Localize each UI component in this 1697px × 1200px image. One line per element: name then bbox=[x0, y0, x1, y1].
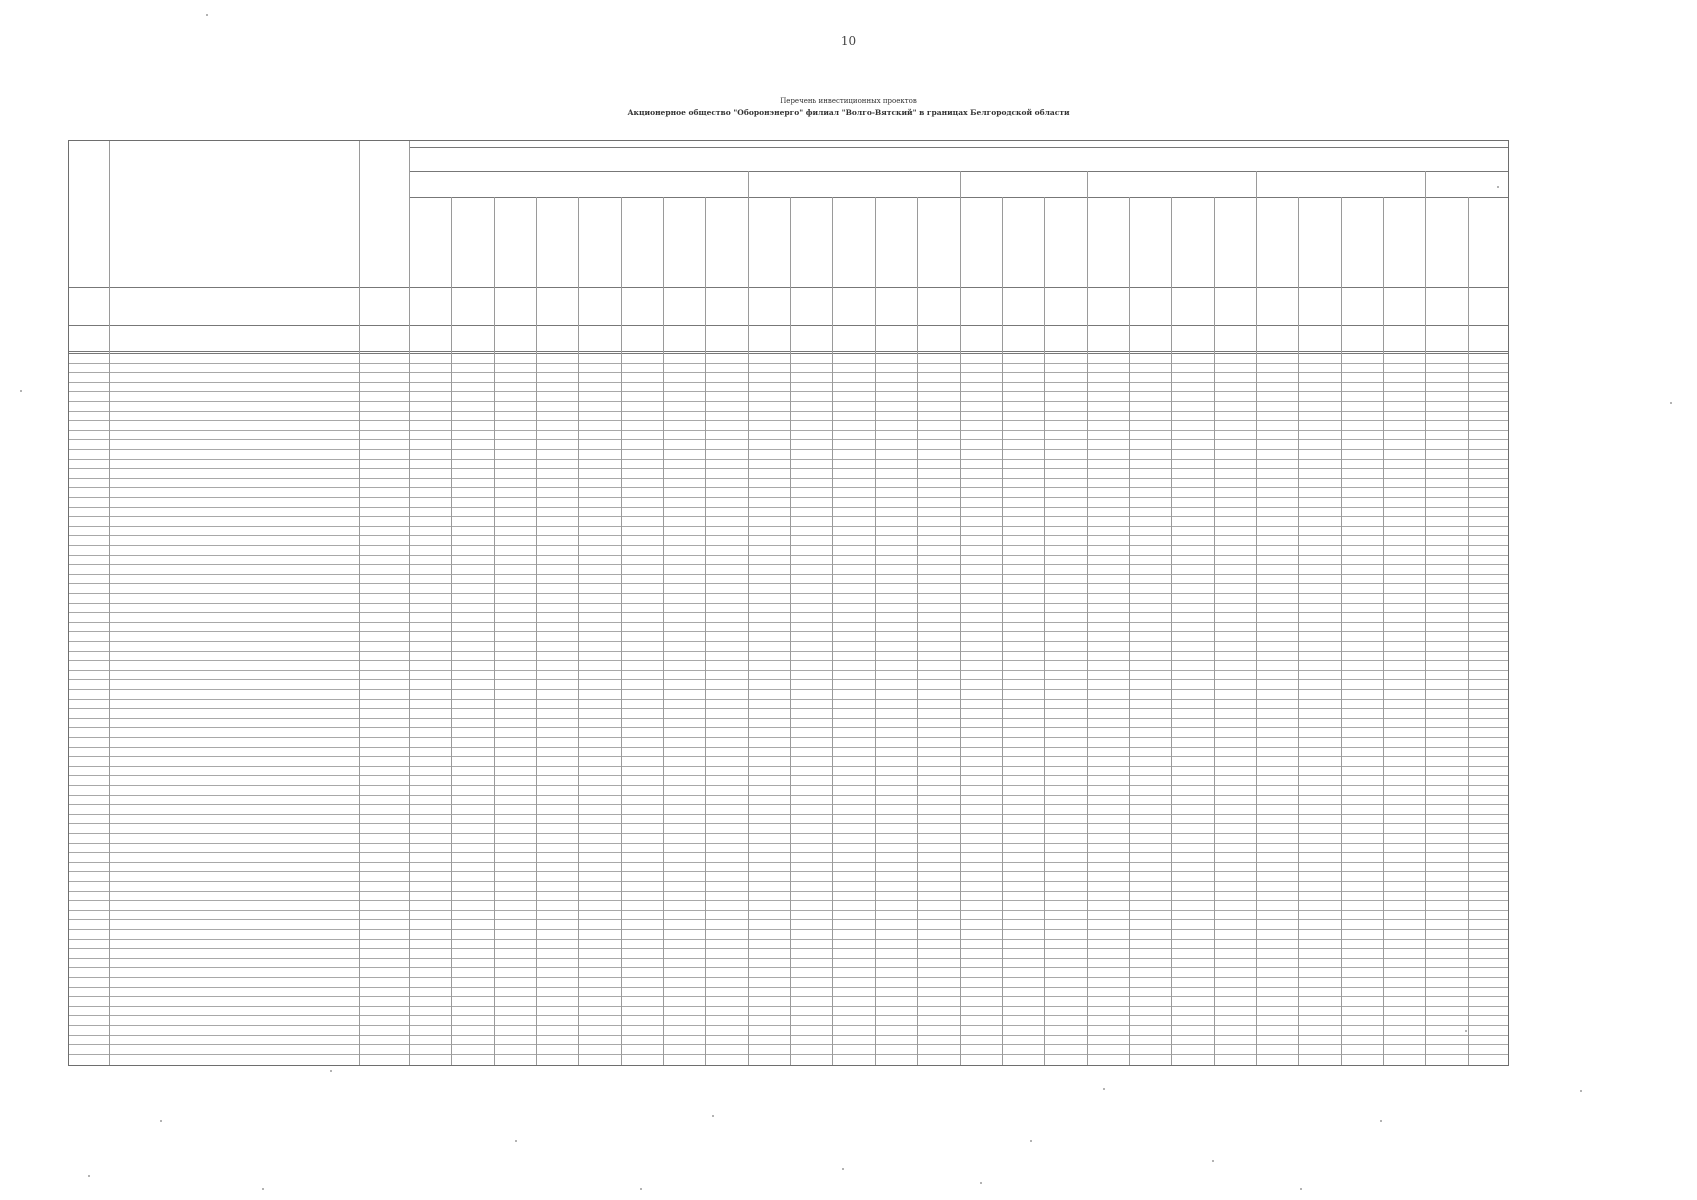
table-column-rule bbox=[705, 197, 706, 1066]
table-row-rule bbox=[69, 977, 1509, 978]
table-row-rule bbox=[69, 468, 1509, 469]
page-number: 10 bbox=[840, 34, 857, 48]
table-row-rule bbox=[69, 1044, 1509, 1045]
table-row-rule bbox=[69, 507, 1509, 508]
table-column-rule bbox=[1087, 197, 1088, 1066]
table-column-rule bbox=[1298, 197, 1299, 1066]
table-row-rule bbox=[69, 987, 1509, 988]
table-row-rule bbox=[69, 449, 1509, 450]
table-column-rule bbox=[917, 197, 918, 1066]
table-row-rule bbox=[69, 833, 1509, 834]
table-group-rule bbox=[1425, 171, 1426, 197]
scan-speck bbox=[1580, 1090, 1582, 1092]
table-row-rule bbox=[69, 526, 1509, 527]
table-column-rule bbox=[536, 197, 537, 1066]
table-row-rule bbox=[69, 1015, 1509, 1016]
table-row-rule bbox=[69, 852, 1509, 853]
table-column-rule bbox=[960, 197, 961, 1066]
table-column-rule bbox=[451, 197, 452, 1066]
scan-speck bbox=[160, 1120, 162, 1122]
table-row-rule bbox=[69, 651, 1509, 652]
table-header-rule bbox=[409, 147, 1509, 148]
table-column-rule bbox=[748, 197, 749, 1066]
scan-speck bbox=[515, 1140, 517, 1142]
table-row-rule bbox=[69, 679, 1509, 680]
table-column-rule bbox=[1129, 197, 1130, 1066]
title-line-1: Перечень инвестиционных проектов bbox=[780, 97, 917, 105]
table-row-rule bbox=[69, 593, 1509, 594]
table-column-rule bbox=[1383, 197, 1384, 1066]
table-row-rule bbox=[69, 516, 1509, 517]
table-row-rule bbox=[69, 555, 1509, 556]
table-row-rule bbox=[69, 411, 1509, 412]
scan-speck bbox=[262, 1188, 264, 1190]
table-row-rule bbox=[69, 795, 1509, 796]
table-row-rule bbox=[69, 660, 1509, 661]
table-row-rule bbox=[69, 631, 1509, 632]
scan-speck bbox=[842, 1168, 844, 1170]
investment-projects-table bbox=[68, 140, 1509, 1066]
table-column-rule bbox=[359, 141, 360, 1066]
table-column-rule bbox=[1256, 197, 1257, 1066]
table-row-rule bbox=[69, 372, 1509, 373]
table-row-rule bbox=[69, 948, 1509, 949]
table-row-rule bbox=[69, 689, 1509, 690]
table-column-rule bbox=[1468, 197, 1469, 1066]
table-row-rule bbox=[69, 996, 1509, 997]
table-row-rule bbox=[69, 814, 1509, 815]
table-row-rule bbox=[69, 804, 1509, 805]
table-row-rule bbox=[69, 1006, 1509, 1007]
scan-speck bbox=[1380, 1120, 1382, 1122]
table-row-rule bbox=[69, 737, 1509, 738]
scan-speck bbox=[206, 14, 208, 16]
table-row-rule bbox=[69, 1054, 1509, 1055]
table-column-rule bbox=[578, 197, 579, 1066]
scan-speck bbox=[88, 1175, 90, 1177]
table-column-rule bbox=[663, 197, 664, 1066]
table-row-rule bbox=[69, 401, 1509, 402]
table-row-rule bbox=[69, 641, 1509, 642]
title-line-2: Акционерное общество "Оборонэнерго" филиал "Волго-Вятский" в границах Белгородской области bbox=[627, 108, 1070, 117]
scan-speck bbox=[1497, 186, 1499, 188]
table-row-rule bbox=[69, 459, 1509, 460]
table-column-rule bbox=[109, 141, 110, 1066]
table-row-rule bbox=[69, 670, 1509, 671]
table-row-rule bbox=[69, 535, 1509, 536]
table-column-rule bbox=[1425, 197, 1426, 1066]
table-row-rule bbox=[69, 919, 1509, 920]
table-row-rule bbox=[69, 727, 1509, 728]
table-group-rule bbox=[1256, 171, 1257, 197]
scan-speck bbox=[712, 1115, 714, 1117]
scan-speck bbox=[1465, 1030, 1467, 1032]
table-column-rule bbox=[1002, 197, 1003, 1066]
table-column-rule bbox=[1341, 197, 1342, 1066]
table-row-rule bbox=[69, 775, 1509, 776]
table-row-rule bbox=[69, 756, 1509, 757]
table-row-rule bbox=[69, 583, 1509, 584]
table-header-rule bbox=[409, 197, 1509, 198]
table-row-rule bbox=[69, 823, 1509, 824]
table-row-rule bbox=[69, 910, 1509, 911]
scan-speck bbox=[1670, 402, 1672, 404]
table-row-rule bbox=[69, 766, 1509, 767]
table-column-rule bbox=[832, 197, 833, 1066]
table-header-rule bbox=[69, 351, 1509, 352]
table-row-rule bbox=[69, 891, 1509, 892]
table-column-rule bbox=[1044, 197, 1045, 1066]
table-row-rule bbox=[69, 785, 1509, 786]
table-row-rule bbox=[69, 564, 1509, 565]
scan-speck bbox=[1030, 1140, 1032, 1142]
table-row-rule bbox=[69, 363, 1509, 364]
table-group-rule bbox=[748, 171, 749, 197]
table-row-rule bbox=[69, 439, 1509, 440]
table-row-rule bbox=[69, 1025, 1509, 1026]
table-row-rule bbox=[69, 622, 1509, 623]
table-group-rule bbox=[1087, 171, 1088, 197]
table-row-rule bbox=[69, 718, 1509, 719]
table-column-rule bbox=[1171, 197, 1172, 1066]
table-column-rule bbox=[790, 197, 791, 1066]
table-row-rule bbox=[69, 939, 1509, 940]
table-row-rule bbox=[69, 929, 1509, 930]
table-row-rule bbox=[69, 391, 1509, 392]
table-column-rule bbox=[875, 197, 876, 1066]
table-row-rule bbox=[69, 382, 1509, 383]
table-row-rule bbox=[69, 699, 1509, 700]
table-row-rule bbox=[69, 603, 1509, 604]
table-row-rule bbox=[69, 420, 1509, 421]
scan-speck bbox=[1212, 1160, 1214, 1162]
table-row-rule bbox=[69, 967, 1509, 968]
table-row-rule bbox=[69, 958, 1509, 959]
table-header-rule bbox=[409, 171, 1509, 172]
scan-speck bbox=[1103, 1088, 1105, 1090]
table-column-rule bbox=[621, 197, 622, 1066]
scan-speck bbox=[330, 1070, 332, 1072]
table-row-rule bbox=[69, 843, 1509, 844]
scan-speck bbox=[20, 390, 22, 392]
table-row-rule bbox=[69, 487, 1509, 488]
table-row-rule bbox=[69, 900, 1509, 901]
table-header-rule bbox=[69, 353, 1509, 354]
table-column-rule bbox=[409, 141, 410, 1066]
document-title bbox=[360, 96, 1337, 118]
table-row-rule bbox=[69, 747, 1509, 748]
table-row-rule bbox=[69, 497, 1509, 498]
table-header-rule bbox=[69, 325, 1509, 326]
table-row-rule bbox=[69, 862, 1509, 863]
table-column-rule bbox=[494, 197, 495, 1066]
table-row-rule bbox=[69, 871, 1509, 872]
table-row-rule bbox=[69, 430, 1509, 431]
table-group-rule bbox=[960, 171, 961, 197]
table-row-rule bbox=[69, 612, 1509, 613]
table-header-rule bbox=[69, 287, 1509, 288]
table-row-rule bbox=[69, 478, 1509, 479]
scan-speck bbox=[980, 1182, 982, 1184]
scan-speck bbox=[640, 1188, 642, 1190]
table-column-rule bbox=[1214, 197, 1215, 1066]
scan-speck bbox=[1300, 1188, 1302, 1190]
table-row-rule bbox=[69, 708, 1509, 709]
table-row-rule bbox=[69, 574, 1509, 575]
table-row-rule bbox=[69, 881, 1509, 882]
table-row-rule bbox=[69, 545, 1509, 546]
table-row-rule bbox=[69, 1035, 1509, 1036]
